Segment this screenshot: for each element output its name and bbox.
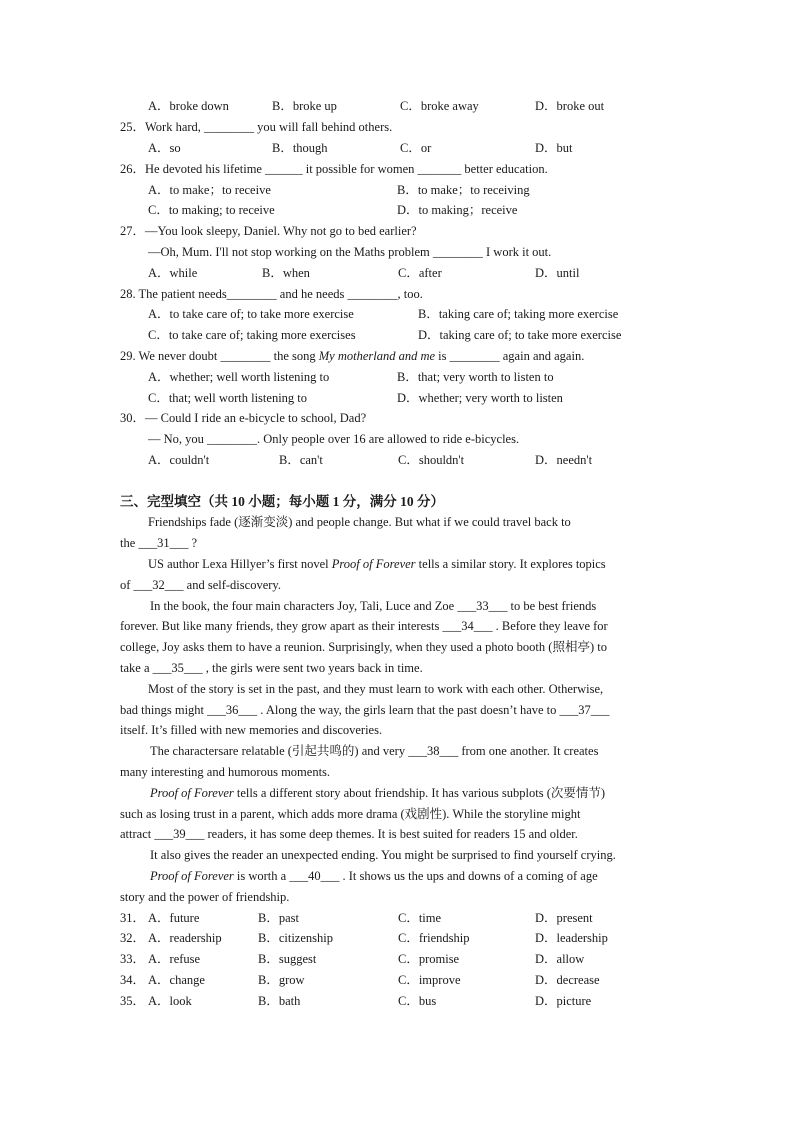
blank-35: ___35___ <box>152 661 203 675</box>
passage-p3-line1 <box>150 598 596 614</box>
text: forever. But like many friends, they grow apart as their interests <box>120 619 443 633</box>
q29-stem-post: is ________ again and again. <box>435 349 585 363</box>
passage-p3-line4 <box>120 660 423 676</box>
q24-option-c: C．broke away <box>400 99 479 113</box>
text: , the girls were sent two years back in time. <box>202 661 423 675</box>
passage-p8-line1 <box>150 868 598 884</box>
blank-38: ___38___ <box>408 744 459 758</box>
blank-31: ___31___ <box>138 536 189 550</box>
blank-40: ___40___ <box>289 869 340 883</box>
text: . Along the way, the girls learn that the past doesn’t have to <box>257 703 560 717</box>
q35-option-d: D．picture <box>535 994 592 1008</box>
passage-p3-line2 <box>120 618 608 634</box>
q30-line2: — No, you ________. Only people over 16 are allowed to ride e-bicycles. <box>148 432 520 446</box>
q29-song-title: My motherland and me <box>318 349 436 363</box>
q24-option-a: A．broke down <box>148 99 229 113</box>
q30-option-a: A．couldn't <box>148 453 210 467</box>
blank-33: ___33___ <box>457 599 508 613</box>
q33-option-a: A．refuse <box>148 952 201 966</box>
text: . It shows us the ups and downs of a coming of age <box>339 869 598 883</box>
q35-number: 35． <box>120 994 146 1008</box>
passage-p5-line2: many interesting and humorous moments. <box>120 765 331 779</box>
section-title: 三、完型填空（共 10 小题；每小题 1 分，满分 10 分） <box>120 494 444 509</box>
book-title: Proof of Forever <box>150 786 234 800</box>
text: to be best friends <box>507 599 597 613</box>
q28-option-c: C．to take care of; taking more exercises <box>148 328 356 342</box>
q34-option-a: A．change <box>148 973 205 987</box>
q29-option-b: B．that; very worth to listen to <box>397 370 554 384</box>
q32-option-a: A．readership <box>148 931 222 945</box>
passage-p2-line1 <box>148 556 606 572</box>
q33-option-d: D．allow <box>535 952 585 966</box>
q27-line2: —Oh, Mum. I'll not stop working on the Maths problem ________ I work it out. <box>148 245 552 259</box>
q30-option-c: C．shouldn't <box>398 453 465 467</box>
text: The charactersare relatable (引起共鸣的) and very <box>150 744 409 758</box>
text: the <box>120 536 139 550</box>
q26-option-b: B．to make；to receiving <box>397 183 530 197</box>
blank-34: ___34___ <box>442 619 493 633</box>
blank-32: ___32___ <box>133 578 184 592</box>
q28-option-b: B．taking care of; taking more exercise <box>418 307 619 321</box>
q28-option-d: D．taking care of; to take more exercise <box>418 328 622 342</box>
q25-stem: 25．Work hard, ________ you will fall behind others. <box>120 120 393 134</box>
q25-option-c: C．or <box>400 141 432 155</box>
q29-option-c: C．that; well worth listening to <box>148 391 308 405</box>
blank-39: ___39___ <box>154 827 205 841</box>
q24-option-d: D．broke out <box>535 99 605 113</box>
q32-number: 32． <box>120 931 146 945</box>
q25-option-a: A．so <box>148 141 181 155</box>
q27-option-b: B．when <box>262 266 310 280</box>
text: of <box>120 578 134 592</box>
text: is worth a <box>233 869 290 883</box>
text: In the book, the four main characters Joy, Tali, Luce and Zoe <box>150 599 458 613</box>
q35-option-b: B．bath <box>258 994 301 1008</box>
q27-stem: 27．—You look sleepy, Daniel. Why not go to bed earlier? <box>120 224 417 238</box>
book-title: Proof of Forever <box>150 869 234 883</box>
q24-option-b: B．broke up <box>272 99 337 113</box>
text: tells a different story about friendship. It has various subplots (次要情节) <box>233 786 606 800</box>
text: take a <box>120 661 153 675</box>
q34-number: 34． <box>120 973 146 987</box>
q34-option-d: D．decrease <box>535 973 600 987</box>
q26-option-c: C．to making; to receive <box>148 203 275 217</box>
text: attract <box>120 827 155 841</box>
passage-p1-line1: Friendships fade (逐渐变淡) and people change. But what if we could travel back to <box>148 515 571 529</box>
passage-p6-line3 <box>120 826 578 842</box>
text: . Before they leave for <box>492 619 608 633</box>
passage-p4-line2 <box>120 702 610 718</box>
q30-option-b: B．can't <box>279 453 323 467</box>
q25-option-d: D．but <box>535 141 573 155</box>
q35-option-a: A．look <box>148 994 192 1008</box>
q28-option-a: A．to take care of; to take more exercise <box>148 307 354 321</box>
text: from one another. It creates <box>458 744 599 758</box>
passage-p3-line3: college, Joy asks them to have a reunion. Surprisingly, when they used a photo booth (照相亭) to <box>120 640 607 654</box>
passage-p4-line3: itself. It’s filled with new memories and discoveries. <box>120 723 383 737</box>
book-title: Proof of Forever <box>331 557 416 571</box>
q27-option-c: C．after <box>398 266 442 280</box>
q29-option-a: A．whether; well worth listening to <box>148 370 330 384</box>
passage-p8-line2: story and the power of friendship. <box>120 890 290 904</box>
q31-option-a: A．future <box>148 911 200 925</box>
passage-p6-line2: such as losing trust in a parent, which adds more drama (戏剧性). While the storyline might <box>120 807 581 821</box>
text: and self-discovery. <box>183 578 281 592</box>
passage-p6-line1 <box>150 785 605 801</box>
q33-option-c: C．promise <box>398 952 460 966</box>
q31-option-d: D．present <box>535 911 593 925</box>
q33-option-b: B．suggest <box>258 952 317 966</box>
q34-option-b: B．grow <box>258 973 305 987</box>
q34-option-c: C．improve <box>398 973 461 987</box>
text: tells a similar story. It explores topics <box>415 557 606 571</box>
blank-36: ___36___ <box>207 703 258 717</box>
text: ? <box>188 536 198 550</box>
q29-stem-pre: 29. We never doubt ________ the song <box>120 349 319 363</box>
q31-number: 31． <box>120 911 146 925</box>
q25-option-b: B．though <box>272 141 328 155</box>
q32-option-c: C．friendship <box>398 931 470 945</box>
text: US author Lexa Hillyer’s first novel <box>148 557 332 571</box>
passage-p4-line1: Most of the story is set in the past, and they must learn to work with each other. Otherwise, <box>148 682 604 696</box>
q29-stem <box>120 348 584 364</box>
q30-stem: 30．— Could I ride an e-bicycle to school, Dad? <box>120 411 367 425</box>
q32-option-b: B．citizenship <box>258 931 333 945</box>
blank-37: ___37___ <box>559 703 610 717</box>
text: bad things might <box>120 703 208 717</box>
q29-option-d: D．whether; very worth to listen <box>397 391 563 405</box>
q26-stem: 26．He devoted his lifetime ______ it possible for women _______ better education. <box>120 162 548 176</box>
q27-option-d: D．until <box>535 266 580 280</box>
passage-p1-line2 <box>120 535 197 551</box>
q31-option-c: C．time <box>398 911 442 925</box>
q35-option-c: C．bus <box>398 994 437 1008</box>
passage-p5-line1 <box>150 743 598 759</box>
passage-p7: It also gives the reader an unexpected ending. You might be surprised to find yourself crying. <box>150 848 616 862</box>
q32-option-d: D．leadership <box>535 931 608 945</box>
passage-p2-line2 <box>120 577 281 593</box>
q33-number: 33． <box>120 952 146 966</box>
q30-option-d: D．needn't <box>535 453 593 467</box>
q31-option-b: B．past <box>258 911 299 925</box>
text: readers, it has some deep themes. It is best suited for readers 15 and older. <box>204 827 578 841</box>
q26-option-a: A．to make；to receive <box>148 183 271 197</box>
q26-option-d: D．to making；receive <box>397 203 518 217</box>
q28-stem: 28. The patient needs________ and he needs ________, too. <box>120 287 423 301</box>
q27-option-a: A．while <box>148 266 198 280</box>
